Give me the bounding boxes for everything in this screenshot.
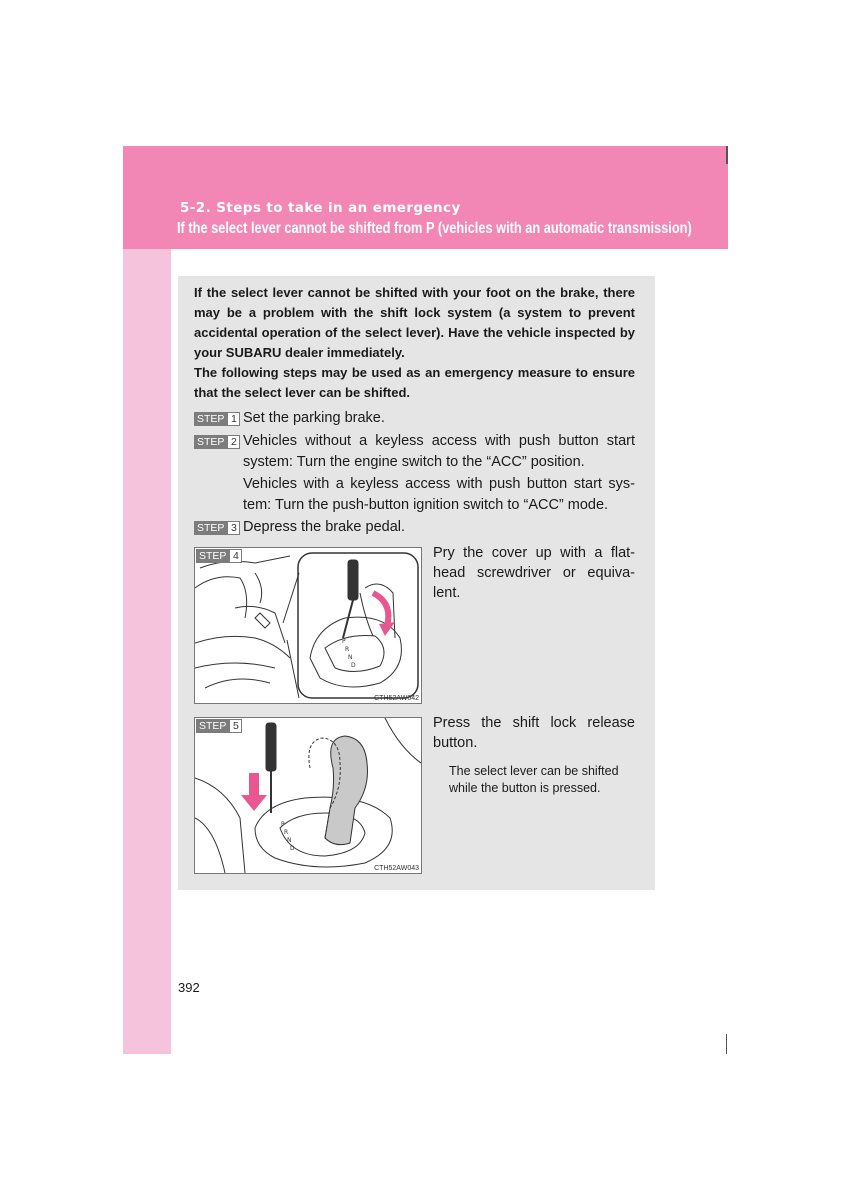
step-badge-label: STEP — [196, 549, 229, 563]
step-4-text: Pry the cover up with a flat-head screwdriver or equiva-lent. — [433, 545, 635, 601]
step-badge — [196, 549, 242, 563]
svg-text:N: N — [287, 837, 292, 844]
page-header — [123, 146, 728, 249]
step-badge-number: 1 — [227, 412, 240, 426]
section-title: 5-2. Steps to take in an emergency — [180, 200, 461, 216]
step-badge — [196, 719, 242, 733]
page-title: If the select lever cannot be shifted from P (vehicles with an automatic transmission) — [177, 220, 692, 237]
step-text: Set the parking brake. — [243, 410, 385, 426]
figure-code: CTH52AW042 — [374, 695, 419, 702]
step-5-text: Press the shift lock release button. — [433, 715, 635, 751]
svg-text:N: N — [348, 654, 353, 661]
intro-paragraph: If the select lever cannot be shifted with your foot on the brake, there may be a problem with the shift lock system (a system to prevent accidental operation of the select lever). Have the vehicle inspected by your SUBARU dealer immediately. — [194, 285, 635, 360]
svg-text:P: P — [281, 821, 285, 828]
step-2 — [194, 431, 635, 516]
step-badge-number: 2 — [227, 435, 240, 449]
crop-mark — [726, 146, 728, 164]
step-3 — [194, 517, 635, 538]
step-badge-number: 5 — [229, 719, 242, 733]
side-color-band — [123, 146, 171, 1054]
svg-text:D: D — [290, 845, 295, 852]
step-badge-label: STEP — [196, 719, 229, 733]
step-badge — [194, 435, 240, 449]
crop-mark — [726, 1034, 727, 1054]
step-1 — [194, 408, 635, 429]
step-5-figure — [194, 717, 422, 874]
svg-text:R: R — [345, 646, 350, 653]
step-badge-number: 4 — [229, 549, 242, 563]
step-badge-label: STEP — [194, 435, 227, 449]
step-badge-label: STEP — [194, 521, 227, 535]
svg-text:D: D — [351, 662, 356, 669]
figure-code: CTH52AW043 — [374, 865, 419, 872]
shift-cover-illustration — [195, 548, 421, 703]
page-number: 392 — [178, 980, 200, 995]
intro-text — [194, 283, 635, 403]
step-badge-label: STEP — [194, 412, 227, 426]
step-text: Depress the brake pedal. — [243, 519, 406, 535]
step-text: Vehicles without a keyless access with push button start system: Turn the engine switch to the “ACC” position. — [243, 433, 635, 470]
step-badge-number: 3 — [227, 521, 240, 535]
step-badge — [194, 412, 240, 426]
step-text-secondary: Vehicles with a keyless access with push button start sys-tem: Turn the push-button ignition switch to “ACC” mode. — [243, 476, 635, 513]
shift-lock-release-illustration — [195, 718, 421, 873]
step-5-note: The select lever can be shifted while the button is pressed. — [449, 764, 619, 795]
step-badge — [194, 521, 240, 535]
svg-text:P: P — [342, 638, 346, 645]
intro-paragraph: The following steps may be used as an emergency measure to ensure that the select lever can be shifted. — [194, 365, 635, 400]
svg-text:R: R — [284, 829, 289, 836]
step-4-figure — [194, 547, 422, 704]
